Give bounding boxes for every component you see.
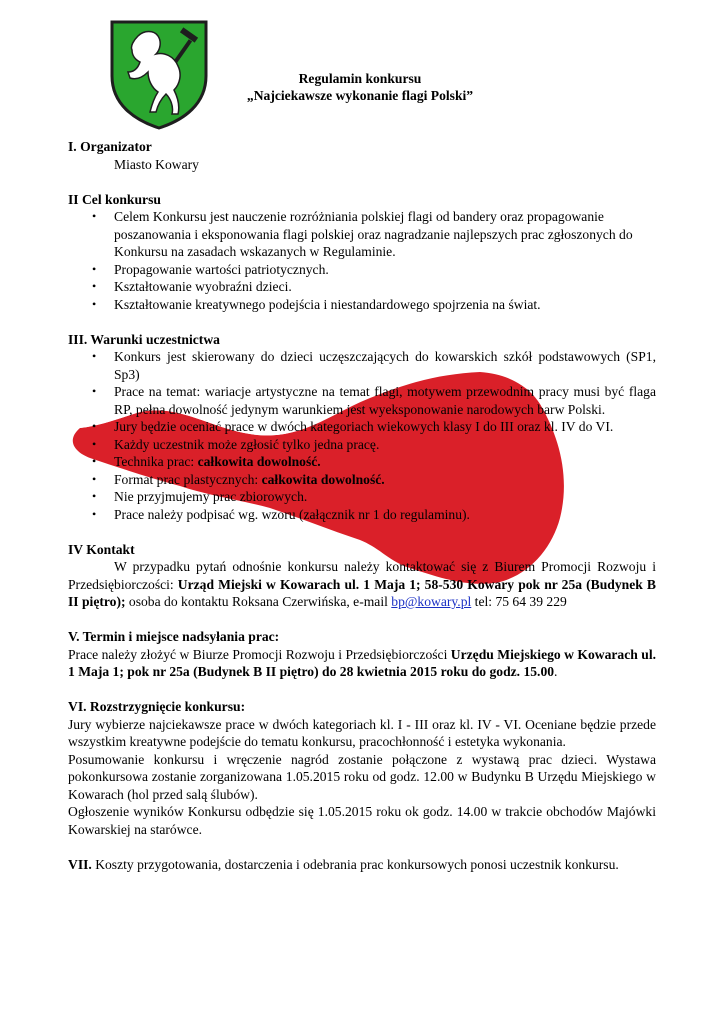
section-deadline — [68, 628, 656, 681]
contact-address: Urząd Miejski w Kowarach ul. 1 Maja 1; 58-530 Kowary pok nr 25a (Budynek B II piętro); — [68, 576, 656, 609]
list-item: • Kształtowanie kreatywnego podejścia i niestandardowego spojrzenia na świat. — [68, 296, 656, 314]
results-paragraph: Jury wybierze najciekawsze prace w dwóch kategoriach kl. I - III oraz kl. IV - VI. Oceniane będzie przede wszystkim kreatywne podejście do tematu konkursu, pracochłonność i estetyka wykonania. — [68, 716, 656, 749]
list-item: • Prace na temat: wariacje artystyczne na temat flagi, motywem przewodnim pracy musi być flaga RP, pełna dowolność jedynym warunkiem jest wyeksponowanie narodowych barw Polski. — [68, 383, 656, 418]
kowary-coat-of-arms — [108, 18, 210, 130]
item-label: Technika prac: — [114, 454, 198, 469]
list-item: • Konkurs jest skierowany do dzieci uczęszczających do kowarskich szkół podstawowych (SP1, Sp3) — [68, 348, 656, 383]
section-heading: VI. Rozstrzygnięcie konkursu: — [68, 699, 246, 714]
section-heading: I. Organizator — [68, 139, 152, 154]
document-title-line-1: Regulamin konkursu — [298, 71, 422, 86]
section-organizer — [68, 138, 656, 173]
section-contact — [68, 541, 656, 611]
contact-paragraph — [68, 558, 656, 611]
section-costs — [68, 856, 656, 874]
list-item: • Każdy uczestnik może zgłosić tylko jedna pracę. — [68, 436, 656, 454]
costs-text: Koszty przygotowania, dostarczenia i odebrania prac konkursowych ponosi uczestnik konkursu. — [91, 856, 619, 872]
document-title-line-2: „Najciekawsze wykonanie flagi Polski” — [246, 88, 474, 103]
section-conditions — [68, 331, 656, 524]
organizer-name: Miasto Kowary — [114, 156, 199, 172]
list-item: • Prace należy podpisać wg. wzoru (załącznik nr 1 do regulaminu). — [68, 506, 656, 524]
deadline-paragraph — [68, 646, 656, 681]
document-body — [68, 138, 656, 891]
list-item: • Kształtowanie wyobraźni dzieci. — [68, 278, 656, 296]
contact-text: W przypadku pytań odnośnie konkursu należy kontaktować się z Biurem Promocji Rozwoju i Przedsiębiorczości: — [68, 559, 656, 592]
deadline-place-date: Urzędu Miejskiego w Kowarach ul. 1 Maja 1; pok nr 25a (Budynek B II piętro) do 28 kwietnia 2015 roku do godz. 15.00 — [68, 646, 656, 679]
email-link[interactable]: bp@kowary.pl — [391, 594, 472, 609]
list-item: • Celem Konkursu jest nauczenie rozróżniania polskiej flagi od bandery oraz propagowanie poszanowania i eksponowania flagi polskiej oraz nagradzanie najlepszych prac zgłoszonych do Konkursu na zasadach wskazanych w Regulaminie. — [68, 208, 656, 261]
list-item: • Nie przyjmujemy prac zbiorowych. — [68, 488, 656, 506]
section-heading: IV Kontakt — [68, 541, 135, 557]
results-paragraph: Posumowanie konkursu i wręczenie nagród zostanie połączone z wystawą prac dzieci. Wystawa pokonkursowa zostanie zorganizowana 1.05.2015 roku od godz. 12.00 w Budynku B Urzędu Miejskiego w Kowarach (hol przed salą ślubów). — [68, 751, 656, 802]
list-item — [68, 471, 656, 489]
contact-person: osoba do kontaktu Roksana Czerwińska, e-mail — [125, 594, 392, 609]
section-heading: III. Warunki uczestnictwa — [68, 331, 220, 347]
list-item: • Jury będzie oceniać prace w dwóch kategoriach wiekowych klasy I do III oraz kl. IV do VI. — [68, 418, 656, 436]
deadline-text: Prace należy złożyć w Biurze Promocji Rozwoju i Przedsiębiorczości — [68, 646, 451, 662]
section-heading: II Cel konkursu — [68, 191, 161, 207]
list-item — [68, 453, 656, 471]
item-label: Format prac plastycznych: — [114, 471, 262, 487]
contact-phone: tel: 75 64 39 229 — [471, 594, 567, 609]
goal-list — [68, 208, 656, 313]
list-item: • Propagowanie wartości patriotycznych. — [68, 261, 656, 279]
item-value: całkowita dowolność. — [261, 471, 385, 487]
section-goal — [68, 191, 656, 314]
period: . — [554, 664, 558, 679]
section-results — [68, 698, 656, 838]
conditions-list — [68, 348, 656, 523]
section-heading: V. Termin i miejsce nadsyłania prac: — [68, 629, 280, 644]
item-value: całkowita dowolność. — [197, 454, 321, 469]
results-paragraph: Ogłoszenie wyników Konkursu odbędzie się 1.05.2015 roku ok godz. 14.00 w trakcie obchodów Majówki Kowarskiej na starówce. — [68, 804, 656, 837]
section-number: VII. — [68, 856, 92, 872]
